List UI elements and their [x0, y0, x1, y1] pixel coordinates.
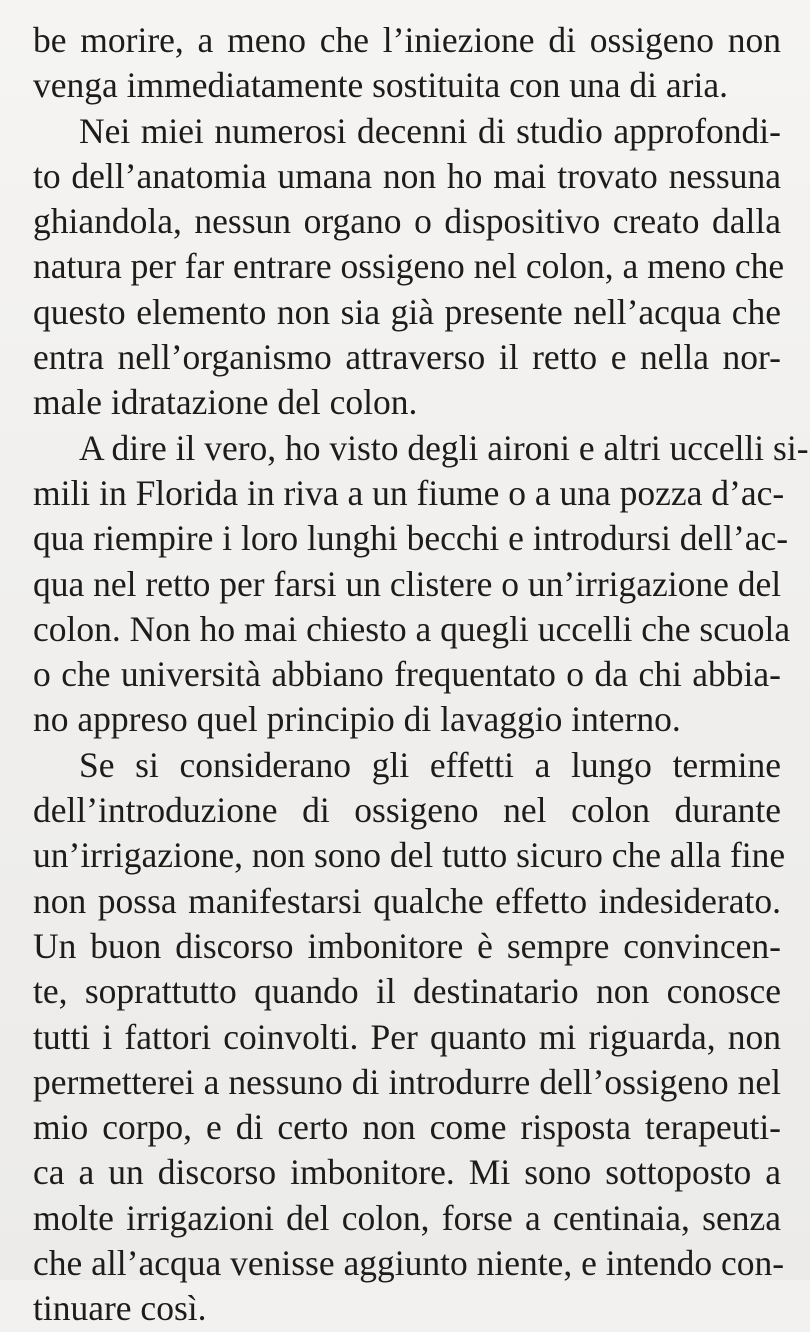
text-line: male idratazione del colon.: [33, 382, 418, 423]
text-line: Nei miei numerosi decenni di studio approfondi-: [79, 110, 781, 151]
text-line: permetterei a nessuno di introdurre dell’ossigeno nel: [33, 1061, 781, 1102]
text-line: tinuare così.: [33, 1288, 207, 1329]
text-line: te, soprattutto quando il destinatario non conosce: [33, 971, 781, 1012]
text-line: venga immediatamente sostituita con una di aria.: [33, 65, 728, 106]
text-line: non possa manifestarsi qualche effetto indesiderato.: [33, 880, 781, 921]
paragraph-3: [33, 426, 809, 743]
text-line: qua nel retto per farsi un clistere o un’irrigazione del: [33, 563, 782, 604]
text-line: questo elemento non sia già presente nell’acqua che: [33, 291, 781, 332]
text-line: colon. Non ho mai chiesto a quegli uccelli che scuola: [33, 608, 791, 649]
text-line: ghiandola, nessun organo o dispositivo creato dalla: [33, 201, 781, 242]
text-line: no appreso quel principio di lavaggio interno.: [33, 699, 681, 740]
text-line: to dell’anatomia umana non ho mai trovato nessuna: [33, 155, 781, 196]
text-line: che all’acqua venisse aggiunto niente, e intendo con-: [33, 1243, 785, 1284]
paragraph-1: [33, 18, 781, 109]
paragraph-2: [33, 109, 785, 426]
text-line: un’irrigazione, non sono del tutto sicuro che alla fine: [33, 835, 786, 876]
paragraph-4: [33, 743, 786, 1332]
text-line: tutti i fattori coinvolti. Per quanto mi riguarda, non: [33, 1016, 781, 1057]
text-line: dell’introduzione di ossigeno nel colon durante: [33, 790, 781, 831]
page-body-text: [33, 18, 809, 1332]
text-line: ca a un discorso imbonitore. Mi sono sottoposto a: [33, 1152, 781, 1193]
text-line: molte irrigazioni del colon, forse a centinaia, senza: [33, 1197, 781, 1238]
text-line: o che università abbiano frequentato o da chi abbia-: [33, 654, 781, 695]
text-line: mio corpo, e di certo non come risposta terapeuti-: [33, 1107, 781, 1148]
text-line: natura per far entrare ossigeno nel colon, a meno che: [33, 246, 785, 287]
text-line: be morire, a meno che l’iniezione di ossigeno non: [33, 20, 781, 60]
text-line: Un buon discorso imbonitore è sempre convincen-: [33, 925, 781, 966]
text-line: Se si considerano gli effetti a lungo termine: [79, 744, 781, 785]
text-line: entra nell’organismo attraverso il retto e nella nor-: [33, 337, 781, 378]
text-line: mili in Florida in riva a un fiume o a una pozza d’ac-: [33, 472, 785, 513]
text-line: qua riempire i loro lunghi becchi e introdursi dell’ac-: [33, 518, 789, 559]
text-line: A dire il vero, ho visto degli aironi e altri uccelli si-: [79, 427, 809, 468]
